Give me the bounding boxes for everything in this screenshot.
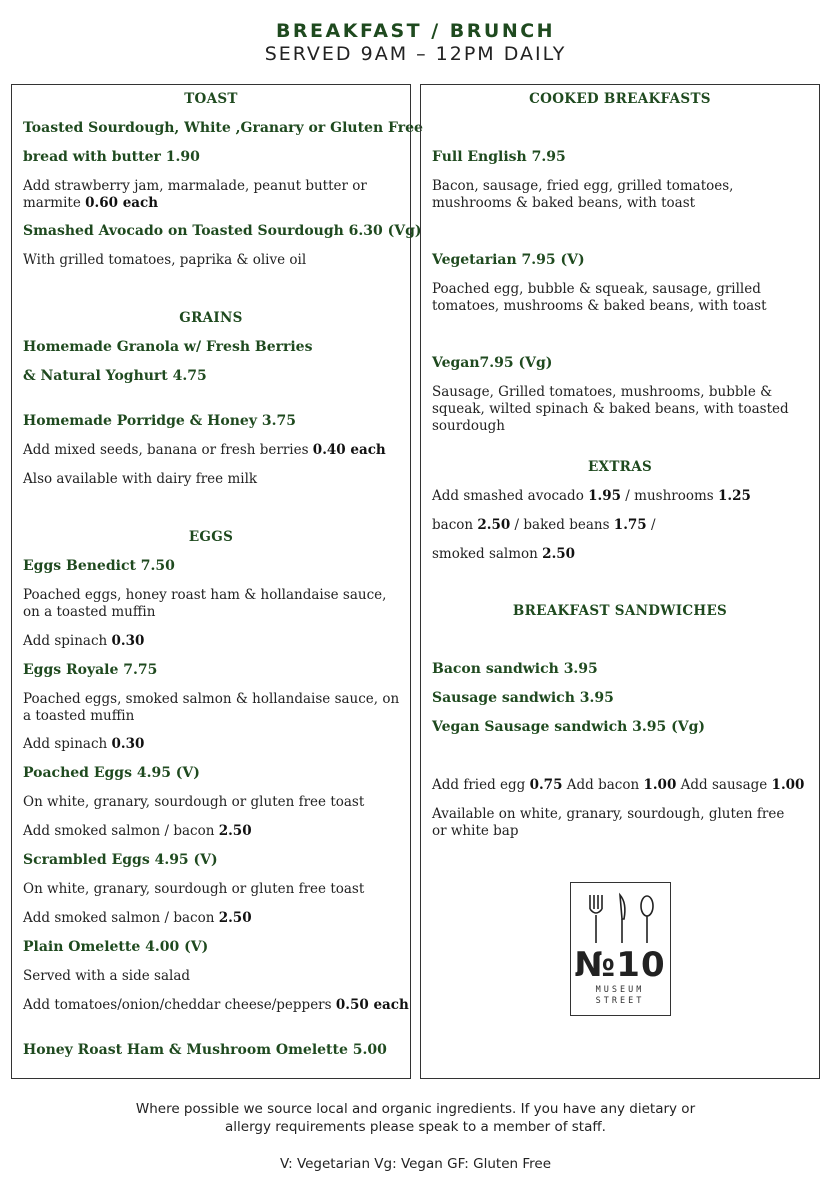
footer-sourcing-line2: allergy requirements please speak to a member of staff. — [225, 1119, 606, 1135]
eggs-item-scrambled-desc: On white, granary, sourdough or gluten free toast — [23, 881, 365, 897]
grains-item-porridge-note: Also available with dairy free milk — [23, 471, 258, 487]
eggs-item-ham-omelette: Honey Roast Ham & Mushroom Omelette 5.00 — [23, 1042, 387, 1058]
eggs-item-poached-add: Add smoked salmon / bacon 2.50 — [23, 823, 252, 839]
eggs-item-poached: Poached Eggs 4.95 (V) — [23, 765, 200, 781]
eggs-item-benedict-add: Add spinach 0.30 — [23, 633, 145, 649]
page-title: BREAKFAST / BRUNCH — [275, 20, 556, 42]
sandwich-add-ons: Add fried egg 0.75 Add bacon 1.00 Add sausage 1.00 — [432, 777, 805, 793]
cooked-item-english-desc: Bacon, sausage, fried egg, grilled tomatoes, mushrooms & baked beans, with toast — [432, 178, 734, 211]
left-menu-panel — [11, 84, 423, 1079]
page-subtitle: SERVED 9AM – 12PM DAILY — [264, 43, 567, 65]
extras-heading: EXTRAS — [587, 459, 653, 475]
museum-street-logo — [570, 882, 671, 1016]
cooked-item-vegetarian-desc: Poached egg, bubble & squeak, sausage, grilled tomatoes, mushrooms & baked beans, with toast — [432, 281, 767, 314]
cooked-item-vegan: Vegan7.95 (Vg) — [432, 355, 553, 371]
logo-line-street: STREET — [595, 996, 645, 1006]
toast-item-avocado: Smashed Avocado on Toasted Sourdough 6.30 (Vg) — [23, 223, 422, 239]
grains-item-granola-line2: & Natural Yoghurt 4.75 — [23, 368, 207, 384]
eggs-heading: EGGS — [188, 529, 234, 545]
eggs-item-royale-add: Add spinach 0.30 — [23, 736, 145, 752]
eggs-item-benedict-desc: Poached eggs, honey roast ham & hollandaise sauce, on a toasted muffin — [23, 587, 387, 620]
eggs-item-scrambled: Scrambled Eggs 4.95 (V) — [23, 852, 218, 868]
cooked-heading: COOKED BREAKFASTS — [529, 91, 711, 107]
sandwich-item-bacon: Bacon sandwich 3.95 — [432, 661, 598, 677]
toast-heading: TOAST — [184, 91, 238, 107]
footer-diet-key: V: Vegetarian Vg: Vegan GF: Gluten Free — [279, 1156, 552, 1172]
eggs-item-royale: Eggs Royale 7.75 — [23, 662, 158, 678]
grains-heading: GRAINS — [179, 310, 243, 326]
grains-item-porridge-add: Add mixed seeds, banana or fresh berries 0.40 each — [23, 442, 386, 458]
extras-line-2: bacon 2.50 / baked beans 1.75 / — [432, 517, 656, 533]
sandwiches-heading: BREAKFAST SANDWICHES — [512, 603, 728, 619]
toast-item-avocado-desc: With grilled tomatoes, paprika & olive oil — [23, 252, 307, 268]
sandwich-availability: Available on white, granary, sourdough, gluten free or white bap — [432, 806, 785, 839]
grains-item-porridge: Homemade Porridge & Honey 3.75 — [23, 413, 296, 429]
footer-sourcing-line1: Where possible we source local and organic ingredients. If you have any dietary or — [135, 1101, 696, 1117]
grains-item-granola: Homemade Granola w/ Fresh Berries — [23, 339, 313, 355]
toast-item-sourdough: Toasted Sourdough, White ,Granary or Gluten Free — [23, 120, 423, 136]
sandwich-item-vegan: Vegan Sausage sandwich 3.95 (Vg) — [432, 719, 706, 735]
extras-line-1: Add smashed avocado 1.95 / mushrooms 1.25 — [432, 488, 751, 504]
eggs-item-poached-desc: On white, granary, sourdough or gluten free toast — [23, 794, 365, 810]
eggs-item-royale-desc: Poached eggs, smoked salmon & hollandaise sauce, on a toasted muffin — [23, 691, 400, 724]
logo-number: №10 — [574, 945, 666, 985]
eggs-item-benedict: Eggs Benedict 7.50 — [23, 558, 175, 574]
cutlery-icon — [571, 891, 669, 951]
cooked-item-vegetarian: Vegetarian 7.95 (V) — [432, 252, 585, 268]
sandwich-item-sausage: Sausage sandwich 3.95 — [432, 690, 614, 706]
eggs-item-scrambled-add: Add smoked salmon / bacon 2.50 — [23, 910, 252, 926]
cooked-item-english: Full English 7.95 — [432, 149, 566, 165]
toast-item-sourdough-line2: bread with butter 1.90 — [23, 149, 200, 165]
extras-line-3: smoked salmon 2.50 — [432, 546, 576, 562]
eggs-item-omelette-add: Add tomatoes/onion/cheddar cheese/peppers 0.50 each — [23, 997, 409, 1013]
logo-line-museum: MUSEUM — [595, 985, 645, 995]
eggs-item-omelette-desc: Served with a side salad — [23, 968, 191, 984]
eggs-item-omelette: Plain Omelette 4.00 (V) — [23, 939, 209, 955]
cooked-item-vegan-desc: Sausage, Grilled tomatoes, mushrooms, bubble & squeak, wilted spinach & baked beans, with toasted sourdough — [432, 384, 789, 434]
toast-item-desc: Add strawberry jam, marmalade, peanut butter or marmite 0.60 each — [23, 178, 367, 211]
